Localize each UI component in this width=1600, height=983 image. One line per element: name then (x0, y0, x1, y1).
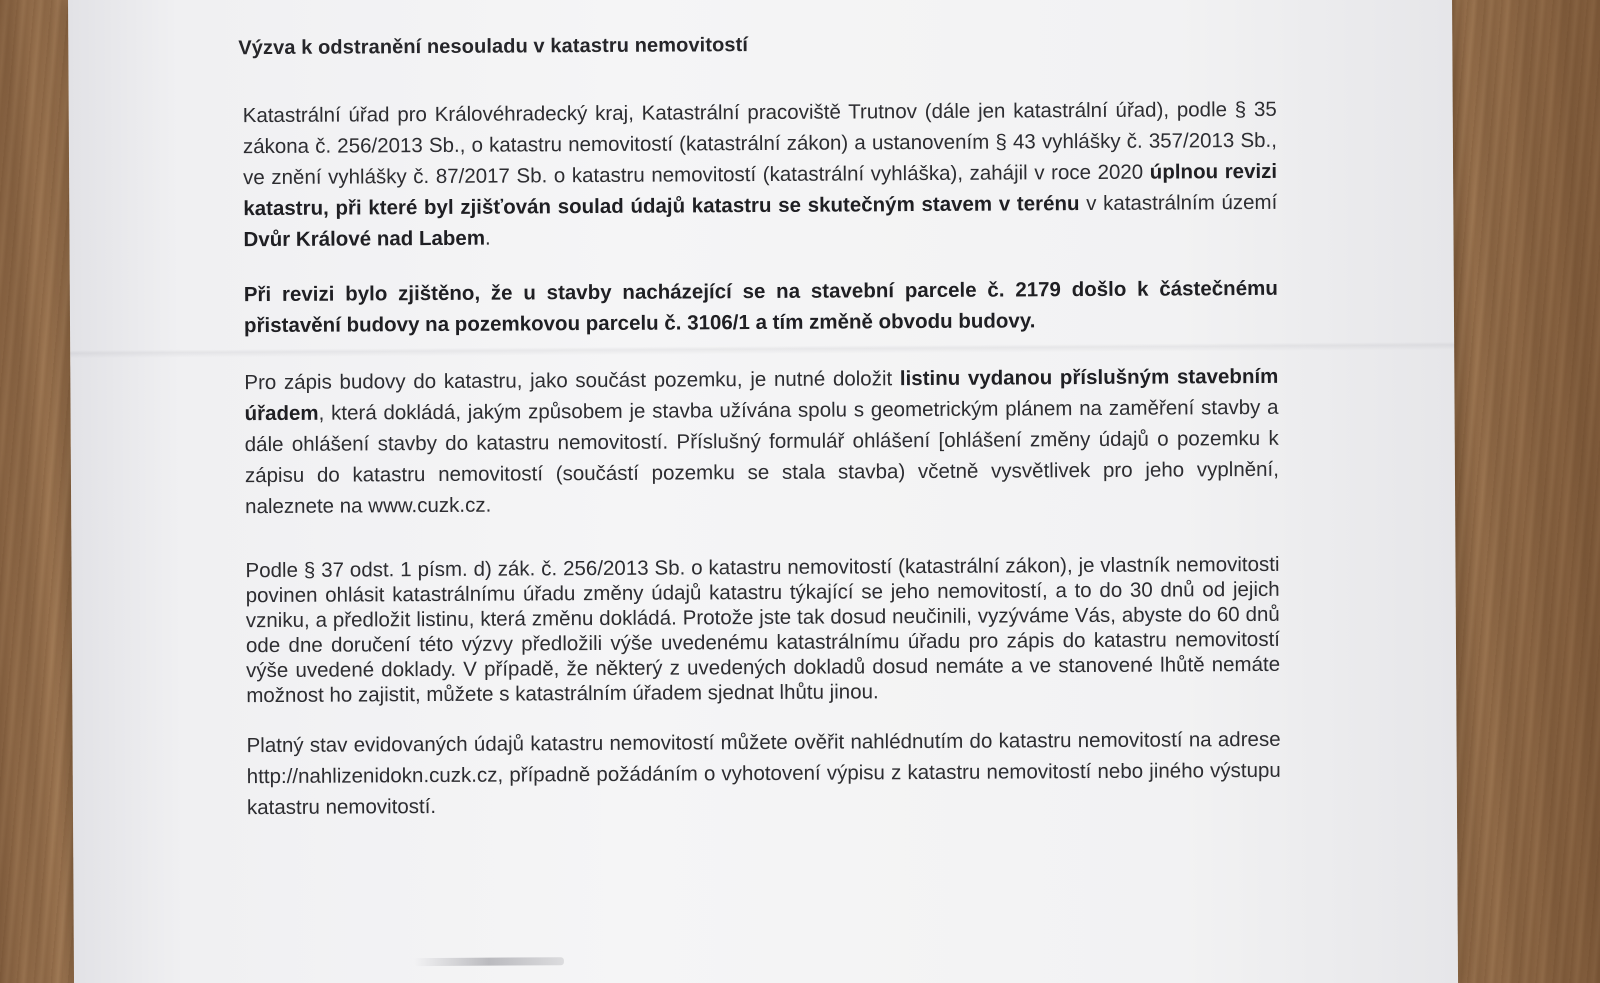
paragraph-3-text-b: , která dokládá, jakým způsobem je stavba užívána spolu s geometrickým plánem na zaměření stavby a dále ohlášení stavby do katastru nemovitostí. Příslušný formulář ohlášení [ohlášení změny údajů o pozemku k zápisu do katastru nemovitostí (součástí pozemku se stala stavba) včetně vysvětlivek pro jeho vyplnění, naleznete na www.cuzk.cz. (244, 395, 1279, 519)
paper-sheet (68, 0, 1458, 983)
paragraph-3-bold: listinu vydanou příslušným stavebním úřadem (244, 364, 1279, 426)
desk-surface-left (0, 0, 75, 983)
desk-surface-right (1450, 0, 1600, 983)
paragraph-1-text-a: Katastrální úřad pro Královéhradecký kraj, Katastrální pracoviště Trutnov (dále jen katastrální úřad), podle § 35 zákona č. 256/2013 Sb., o katastru nemovitostí (katastrální zákon) a ustanovením § 43 vyhlášky č. 357/2013 Sb., ve znění vyhlášky č. 87/2017 Sb. o katastru nemovitostí (katastrální vyhláška), zahájil v roce 2020 (242, 97, 1277, 190)
paragraph-1-text-c: . (484, 226, 491, 250)
paragraph-required-documents (244, 361, 1279, 522)
paragraph-3-text-a: Pro zápis budovy do katastru, jako součást pozemku, je nutné doložit (244, 367, 900, 395)
paragraph-1-text-b: v katastrálním území (1079, 190, 1278, 216)
paragraph-verification-info: Platný stav evidovaných údajů katastru nemovitostí můžete ověřit nahlédnutím do katastru nemovitostí na adrese http://nahlizenidokn.cuzk.cz, případně požádáním o vyhotovení výpisu z katastru nemovitostí nebo jiného výstupu katastru nemovitostí. (246, 727, 1281, 820)
paragraph-revision-intro (243, 94, 1278, 255)
letter-body (238, 31, 1281, 847)
paragraph-1-bold-a: úplnou revizi katastru, při které byl zjišťován soulad údajů katastru se skutečným stavem v terénu (243, 159, 1278, 221)
paragraph-2-bold: Při revizi bylo zjištěno, že u stavby nacházející se na stavební parcele č. 2179 došlo k částečnému přistavění budovy na pozemkovou parcelu č. 3106/1 a tím změně obvodu budovy. (243, 276, 1278, 338)
paragraph-finding (244, 273, 1278, 341)
cut-off-signature-line (414, 957, 564, 966)
paragraph-1-bold-b: Dvůr Králové nad Labem (243, 226, 486, 252)
paragraph-legal-obligation: Podle § 37 odst. 1 písm. d) zák. č. 256/2013 Sb. o katastru nemovitostí (katastrální zákon), je vlastník nemovitosti povinen ohlásit katastrálnímu úřadu změny údajů katastru týkající se jeho nemovitostí, a to do 30 dnů od jejich vzniku, a předložit listinu, která změnu dokládá. Protože jste tak dosud neučinili, vyzýváme Vás, abyste do 60 dnů ode dne doručení této výzvy předložili výše uvedenému katastrálnímu úřadu pro zápis do katastru nemovitostí výše uvedené doklady. V případě, že některý z uvedených dokladů dosud nemáte a ve stanovené lhůtě nemáte možnost ho zajistit, můžete s katastrálním úřadem sjednat lhůtu jinou. (245, 552, 1281, 708)
letter-title: Výzva k odstranění nesouladu v katastru nemovitostí (238, 34, 749, 60)
